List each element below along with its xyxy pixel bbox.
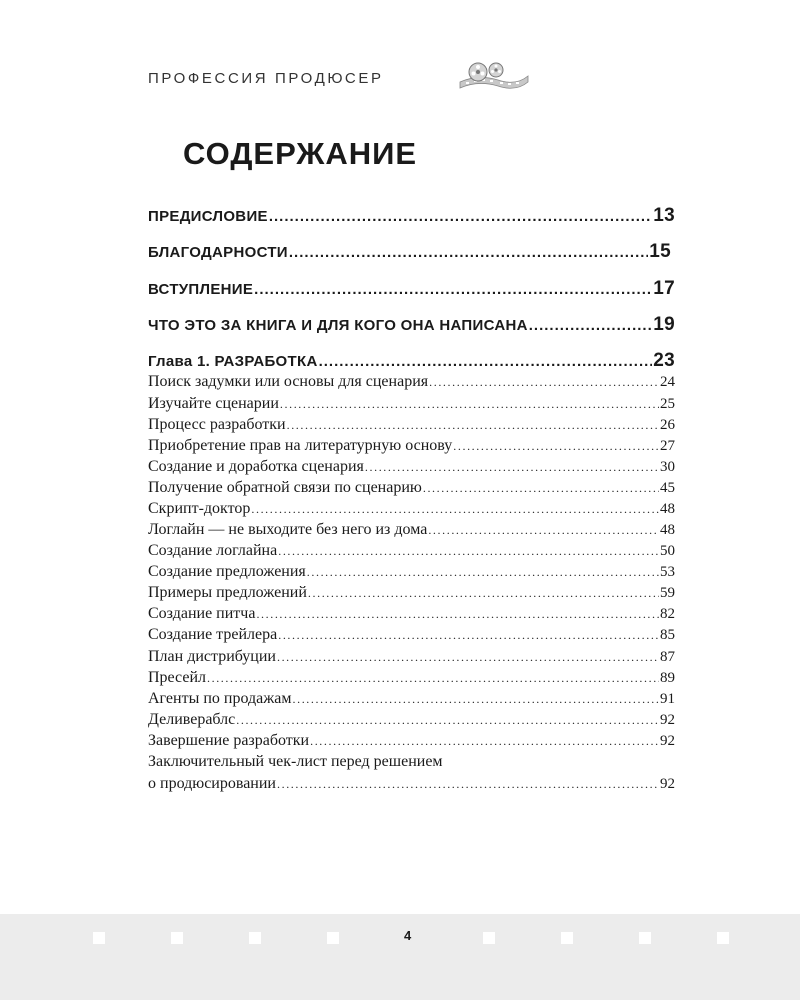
toc-section-row[interactable] bbox=[148, 278, 675, 300]
toc-entry-label: Поиск задумки или основы для сценария bbox=[148, 373, 429, 390]
film-perforation bbox=[483, 932, 495, 944]
toc-entry-page: 92 bbox=[660, 776, 675, 792]
toc-entry-label: Агенты по продажам bbox=[148, 690, 292, 707]
toc-leader bbox=[269, 208, 652, 225]
toc-chapter-row[interactable] bbox=[148, 350, 675, 372]
toc-entry-label: Приобретение прав на литературную основу bbox=[148, 437, 453, 454]
toc-entry-row[interactable] bbox=[148, 542, 675, 560]
toc-entry-label: Создание трейлера bbox=[148, 626, 278, 643]
toc-entry-page: 87 bbox=[660, 649, 675, 665]
toc-entry-page: 53 bbox=[660, 564, 675, 580]
toc-entry-page: 30 bbox=[660, 459, 675, 475]
toc-entry-label-line1[interactable]: Заключительный чек-лист перед решением bbox=[148, 753, 443, 770]
toc-entry-label: Примеры предложений bbox=[148, 584, 307, 601]
toc-leader bbox=[529, 317, 653, 334]
toc-entry-row[interactable] bbox=[148, 395, 675, 413]
toc-leader bbox=[307, 565, 659, 580]
film-reel-icon bbox=[458, 60, 530, 92]
toc-leader bbox=[256, 607, 659, 622]
toc-leader bbox=[319, 353, 653, 370]
toc-entry-row[interactable] bbox=[148, 648, 675, 666]
toc-leader bbox=[287, 418, 659, 433]
toc-entry-page: 92 bbox=[660, 712, 675, 728]
toc-entry-label: План дистрибуции bbox=[148, 648, 276, 665]
toc-chapter-label: Глава 1. РАЗРАБОТКА bbox=[148, 353, 318, 370]
toc-entry-label: Пресейл bbox=[148, 669, 206, 686]
toc-entry-label: Изучайте сценарии bbox=[148, 395, 279, 412]
toc-entry-row[interactable] bbox=[148, 690, 675, 708]
toc-entry-label: Деливераблс bbox=[148, 711, 236, 728]
toc-entry-label: Скрипт-доктор bbox=[148, 500, 251, 517]
toc-entry-label: Логлайн — не выходите без него из дома bbox=[148, 521, 428, 538]
toc-entry-row[interactable] bbox=[148, 732, 675, 750]
toc-section-label: ВСТУПЛЕНИЕ bbox=[148, 281, 254, 298]
toc-leader bbox=[236, 713, 659, 728]
toc-entry-page: 85 bbox=[660, 627, 675, 643]
toc-entry-label: Получение обратной связи по сценарию bbox=[148, 479, 422, 496]
toc-entry-row[interactable] bbox=[148, 669, 675, 687]
toc-entry-row[interactable] bbox=[148, 711, 675, 729]
toc-section-row[interactable] bbox=[148, 205, 675, 227]
toc-section-page: 15 bbox=[649, 241, 671, 262]
toc-section-label: ПРЕДИСЛОВИЕ bbox=[148, 208, 268, 225]
film-perforation bbox=[717, 932, 729, 944]
film-perforation bbox=[639, 932, 651, 944]
toc-entry-row[interactable] bbox=[148, 437, 675, 455]
toc-entry-page: 89 bbox=[660, 670, 675, 686]
toc-section-row[interactable] bbox=[148, 241, 671, 263]
toc-leader bbox=[207, 671, 659, 686]
toc-entry-page: 48 bbox=[660, 501, 675, 517]
film-perforation bbox=[93, 932, 105, 944]
toc-section-row[interactable] bbox=[148, 314, 675, 336]
toc-entry-row[interactable] bbox=[148, 416, 675, 434]
toc-entry-page: 24 bbox=[660, 374, 675, 390]
toc-entry-label: Создание предложения bbox=[148, 563, 306, 580]
toc-leader bbox=[428, 523, 659, 538]
toc-entry-page: 27 bbox=[660, 438, 675, 454]
toc-section-label: ЧТО ЭТО ЗА КНИГА И ДЛЯ КОГО ОНА НАПИСАНА bbox=[148, 317, 528, 334]
toc-entry-page: 92 bbox=[660, 733, 675, 749]
toc-entry-row[interactable] bbox=[148, 775, 675, 793]
film-perforation bbox=[249, 932, 261, 944]
toc-entry-row[interactable] bbox=[148, 626, 675, 644]
toc-entry-label: Создание питча bbox=[148, 605, 256, 622]
toc-section-page: 13 bbox=[653, 205, 675, 226]
toc-entry-label: Процесс разработки bbox=[148, 416, 286, 433]
toc-entry-row[interactable] bbox=[148, 500, 675, 518]
toc-entry-row[interactable] bbox=[148, 584, 675, 602]
toc-leader bbox=[278, 628, 659, 643]
toc-entry-label-line2: о продюсировании bbox=[148, 775, 276, 792]
toc-leader bbox=[254, 281, 652, 298]
toc-entry-row[interactable] bbox=[148, 563, 675, 581]
toc-leader bbox=[310, 734, 659, 749]
toc-leader bbox=[308, 586, 659, 601]
toc-entry-row[interactable] bbox=[148, 479, 675, 497]
toc-entry-page: 48 bbox=[660, 522, 675, 538]
running-head: ПРОФЕССИЯ ПРОДЮСЕР bbox=[148, 70, 384, 87]
footer-band bbox=[0, 914, 800, 1000]
toc-leader bbox=[251, 502, 659, 517]
page-number: 4 bbox=[404, 928, 412, 943]
toc-entry-page: 25 bbox=[660, 396, 675, 412]
toc-entry-row[interactable] bbox=[148, 605, 675, 623]
toc-entry-row[interactable] bbox=[148, 458, 675, 476]
toc-leader bbox=[280, 397, 659, 412]
toc-entry-page: 45 bbox=[660, 480, 675, 496]
toc-leader bbox=[453, 439, 659, 454]
toc-leader bbox=[289, 244, 648, 261]
toc-entry-label: Создание и доработка сценария bbox=[148, 458, 364, 475]
toc-section-label: БЛАГОДАРНОСТИ bbox=[148, 244, 288, 261]
toc-leader bbox=[429, 375, 659, 390]
toc-entry-page: 91 bbox=[660, 691, 675, 707]
toc-leader bbox=[277, 650, 659, 665]
toc-entry-row[interactable] bbox=[148, 373, 675, 391]
toc-leader bbox=[277, 777, 659, 792]
toc-section-page: 19 bbox=[653, 314, 675, 335]
toc-entry-row[interactable] bbox=[148, 521, 675, 539]
film-perforation bbox=[327, 932, 339, 944]
film-perforation bbox=[171, 932, 183, 944]
toc-leader bbox=[423, 481, 659, 496]
toc-entry-page: 59 bbox=[660, 585, 675, 601]
film-perforation bbox=[561, 932, 573, 944]
toc-leader bbox=[365, 460, 659, 475]
toc-entry-page: 26 bbox=[660, 417, 675, 433]
toc-entry-page: 50 bbox=[660, 543, 675, 559]
toc-entry-page: 82 bbox=[660, 606, 675, 622]
toc-leader bbox=[293, 692, 660, 707]
toc-section-page: 17 bbox=[653, 278, 675, 299]
toc-entry-label: Завершение разработки bbox=[148, 732, 310, 749]
toc-chapter-page: 23 bbox=[653, 350, 675, 371]
toc-entry-label: Создание логлайна bbox=[148, 542, 278, 559]
toc-leader bbox=[278, 544, 659, 559]
toc-title: СОДЕРЖАНИЕ bbox=[183, 136, 418, 171]
